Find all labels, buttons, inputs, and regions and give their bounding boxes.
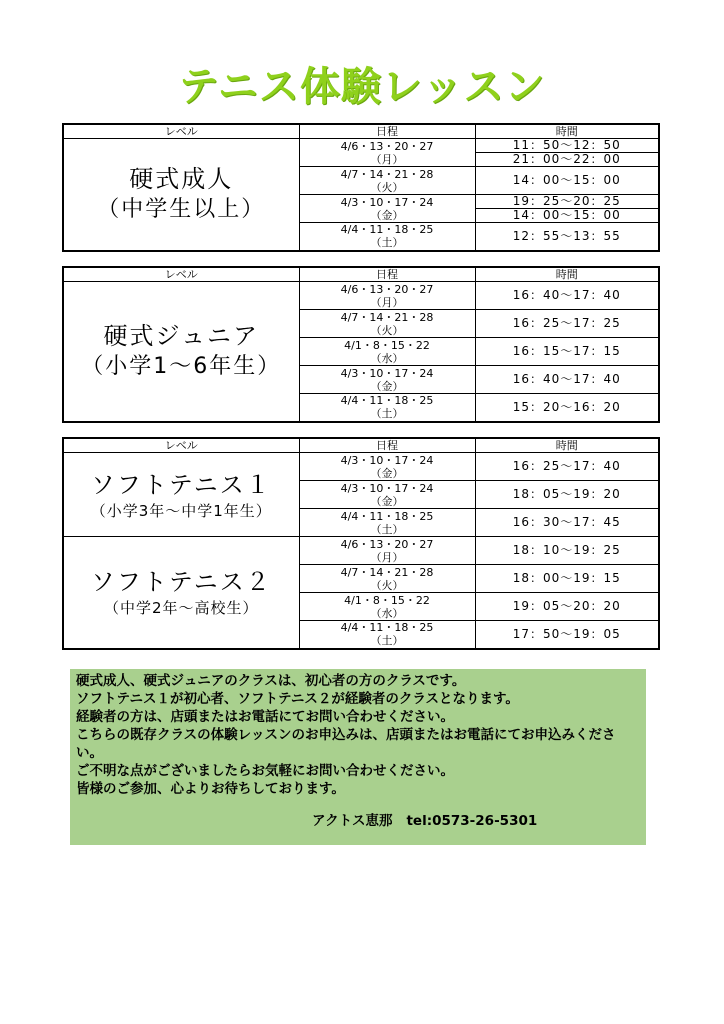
weekday: （月） [370,152,404,166]
date-cell [299,621,475,649]
time-cell: 18：00～19：15 [475,565,659,593]
date-cell [299,282,475,310]
dates: 4/6・13・20・27 [340,282,434,296]
time-cell [475,195,659,223]
date-cell [299,509,475,537]
header-level: レベル [63,438,299,453]
schedule-table-soft-tennis [62,437,660,650]
date-cell [299,195,475,223]
time-slot: 19：25～20：25 [512,194,621,208]
dates: 4/3・10・17・24 [340,366,434,380]
time-cell: 16：40～17：40 [475,366,659,394]
weekday: （水） [370,606,404,620]
header-time: 時間 [475,124,659,139]
dates: 4/1・8・15・22 [344,338,430,352]
header-time: 時間 [475,267,659,282]
date-cell [299,167,475,195]
time-cell: 18：10～19：25 [475,537,659,565]
level-name: 硬式ジュニア [103,322,260,351]
note-line: 皆様のご参加、心よりお待ちしております。 [76,781,345,797]
note-line: こちらの既存クラスの体験レッスンのお申込みは、店頭またはお電話にてお申込みください。 [76,727,616,761]
level-cell [63,139,299,251]
date-cell [299,366,475,394]
time-slot: 14：00～15：00 [476,208,659,222]
note-line: ご不明な点がございましたらお気軽にお問い合わせください。 [76,763,454,779]
time-slot: 11：50～12：50 [512,138,621,152]
time-cell: 16：15～17：15 [475,338,659,366]
weekday: （土） [370,634,404,648]
time-cell: 18：05～19：20 [475,481,659,509]
level-target: （小学3年～中学1年生） [90,501,272,520]
weekday: （月） [370,295,404,309]
time-cell: 16：25～17：25 [475,310,659,338]
dates: 4/4・11・18・25 [340,394,434,408]
date-cell [299,481,475,509]
weekday: （金） [370,494,404,508]
time-cell [475,139,659,167]
level-cell [63,282,299,422]
level-name: 硬式成人 [129,165,234,194]
time-cell: 12：55～13：55 [475,223,659,251]
header-date: 日程 [299,124,475,139]
contact-info [76,812,640,830]
dates: 4/7・14・21・28 [340,310,434,324]
dates: 4/4・11・18・25 [340,223,434,237]
note-line: 経験者の方は、店頭またはお電話にてお問い合わせください。 [76,709,454,725]
date-cell [299,593,475,621]
level-target: （中学生以上） [97,197,266,223]
dates: 4/1・8・15・22 [344,593,430,607]
date-cell [299,453,475,481]
dates: 4/3・10・17・24 [340,195,434,209]
date-cell [299,223,475,251]
shop-name: アクトス恵那 [312,813,393,829]
level-name: ソフトテニス２ [90,568,272,597]
time-cell: 15：20～16：20 [475,394,659,422]
dates: 4/7・14・21・28 [340,565,434,579]
level-cell [63,453,299,537]
weekday: （水） [370,351,404,365]
header-date: 日程 [299,438,475,453]
weekday: （金） [370,208,404,222]
note-line: ソフトテニス１が初心者、ソフトテニス２が経験者のクラスとなります。 [76,691,519,707]
time-cell: 17：50～19：05 [475,621,659,649]
time-cell: 19：05～20：20 [475,593,659,621]
weekday: （火） [370,180,404,194]
level-target: （小学1～6年生） [81,354,282,380]
date-cell [299,537,475,565]
time-slot: 21：00～22：00 [476,152,659,166]
schedule-table-adult [62,123,660,252]
dates: 4/4・11・18・25 [340,509,434,523]
date-cell [299,139,475,167]
level-name: ソフトテニス１ [90,470,272,499]
weekday: （火） [370,578,404,592]
time-cell: 14：00～15：00 [475,167,659,195]
weekday: （火） [370,323,404,337]
date-cell [299,338,475,366]
page-title: テニス体験レッスン [178,64,546,110]
dates: 4/3・10・17・24 [340,453,434,467]
note-line: 硬式成人、硬式ジュニアのクラスは、初心者の方のクラスです。 [76,673,466,689]
date-cell [299,394,475,422]
weekday: （金） [370,466,404,480]
dates: 4/7・14・21・28 [340,167,434,181]
header-time: 時間 [475,438,659,453]
phone-number[interactable]: tel:0573-26-5301 [406,813,538,829]
dates: 4/6・13・20・27 [340,139,434,153]
header-date: 日程 [299,267,475,282]
dates: 4/3・10・17・24 [340,481,434,495]
weekday: （月） [370,550,404,564]
weekday: （土） [370,522,404,536]
header-level: レベル [63,124,299,139]
header-level: レベル [63,267,299,282]
time-cell: 16：30～17：45 [475,509,659,537]
level-cell [63,537,299,649]
weekday: （土） [370,407,404,421]
time-cell: 16：25～17：40 [475,453,659,481]
dates: 4/4・11・18・25 [340,621,434,635]
weekday: （金） [370,379,404,393]
schedule-table-junior [62,266,660,423]
dates: 4/6・13・20・27 [340,537,434,551]
date-cell [299,565,475,593]
time-cell: 16：40～17：40 [475,282,659,310]
weekday: （土） [370,236,404,250]
date-cell [299,310,475,338]
level-target: （中学2年～高校生） [103,599,259,618]
notes-box [70,669,646,845]
